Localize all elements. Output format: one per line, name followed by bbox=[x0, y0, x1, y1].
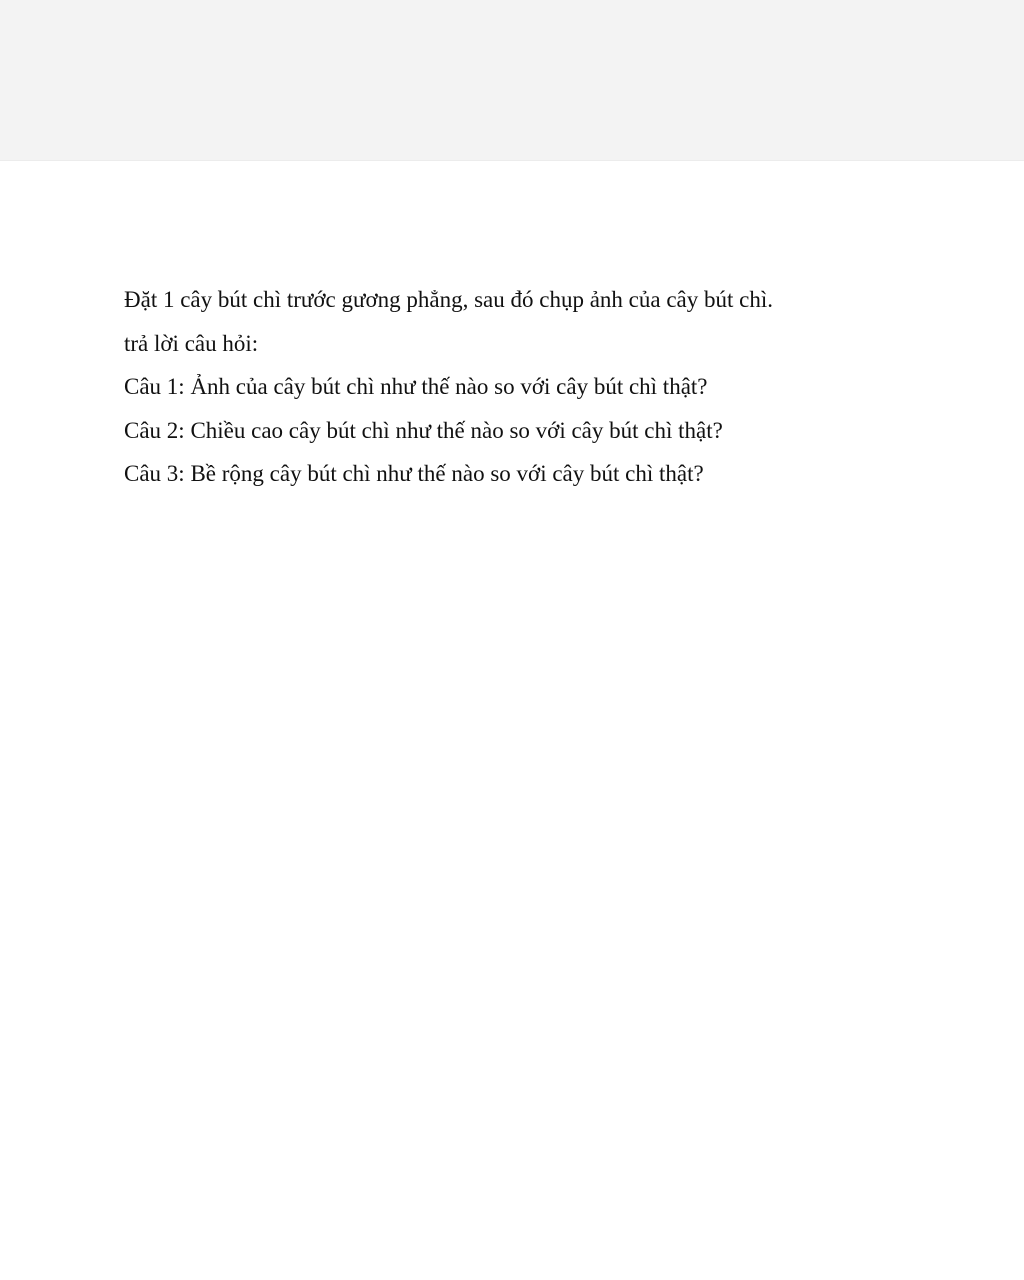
question-3: Câu 3: Bề rộng cây bút chì như thế nào so với cây bút chì thật? bbox=[124, 461, 704, 486]
question-2: Câu 2: Chiều cao cây bút chì như thế nào so với cây bút chì thật? bbox=[124, 417, 723, 443]
document-page bbox=[0, 161, 1024, 1280]
document-body bbox=[124, 278, 944, 496]
question-1: Câu 1: Ảnh của cây bút chì như thế nào so với cây bút chì thật? bbox=[124, 374, 708, 399]
instruction-line: Đặt 1 cây bút chì trước gương phẳng, sau đó chụp ảnh của cây bút chì. bbox=[124, 287, 773, 312]
top-gray-band bbox=[0, 0, 1024, 161]
prompt-line: trả lời câu hỏi: bbox=[124, 330, 259, 356]
